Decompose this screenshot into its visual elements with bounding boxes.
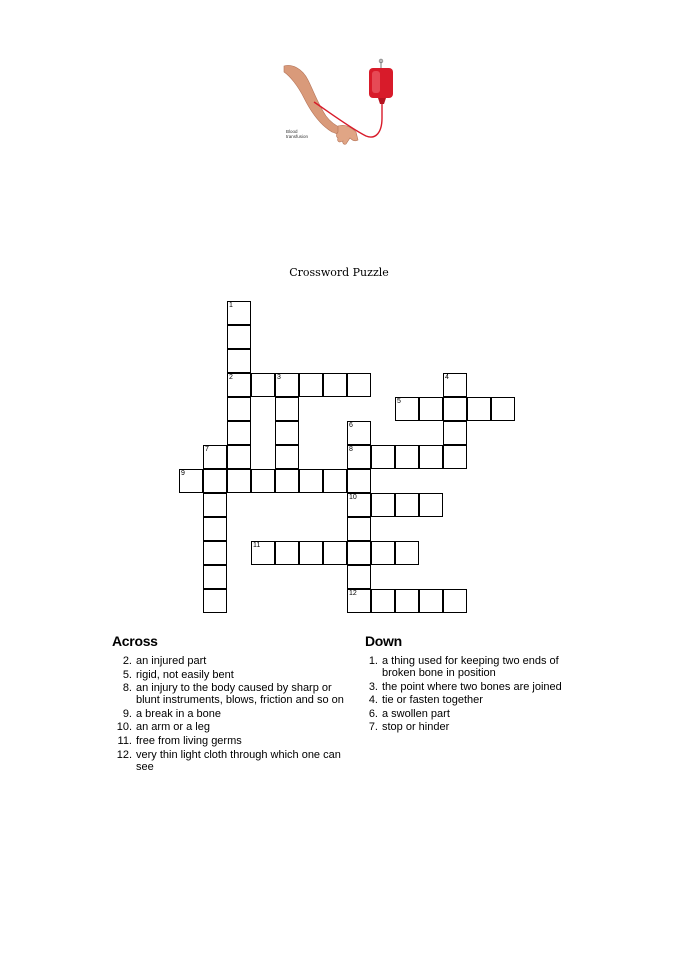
crossword-cell[interactable] [347,565,371,589]
crossword-cell[interactable] [203,541,227,565]
clue-number: 11. [117,734,132,747]
clue-text: free from living germs [136,734,242,747]
caption-line: Blood [286,129,298,134]
crossword-cell[interactable] [419,589,443,613]
down-clue [358,708,588,720]
down-clue [358,721,588,733]
crossword-cell[interactable] [443,421,467,445]
clue-text: very thin light cloth through which one can see [136,748,341,773]
crossword-cell[interactable] [347,517,371,541]
crossword-cell[interactable] [419,493,443,517]
crossword-cell[interactable] [323,469,347,493]
crossword-cell[interactable] [203,565,227,589]
crossword-cell[interactable] [203,517,227,541]
crossword-cell[interactable] [419,445,443,469]
clue-number: 7 [205,446,209,453]
puzzle-title: Crossword Puzzle [289,266,389,279]
across-clue-list [112,655,350,774]
crossword-cell[interactable] [275,397,299,421]
clue-number: 4. [368,694,378,707]
crossword-cell[interactable] [371,541,395,565]
crossword-cell[interactable] [395,397,419,421]
clue-number: 9 [181,470,185,477]
clue-number: 12. [116,748,132,761]
clue-number: 8. [122,682,132,695]
clue-text: an arm or a leg [136,721,210,734]
crossword-cell[interactable] [203,445,227,469]
clue-number: 2 [229,374,233,381]
crossword-cell[interactable] [467,397,491,421]
crossword-cell[interactable] [347,541,371,565]
crossword-cell[interactable] [347,373,371,397]
clue-text: a swollen part [382,707,450,720]
crossword-cell[interactable] [227,325,251,349]
crossword-cell[interactable] [371,589,395,613]
across-clue [112,708,350,720]
crossword-cell[interactable] [275,373,299,397]
crossword-cell[interactable] [179,469,203,493]
clue-number: 3. [368,680,378,693]
crossword-cell[interactable] [299,373,323,397]
crossword-cell[interactable] [347,469,371,493]
crossword-cell[interactable] [395,589,419,613]
clue-number: 11 [253,542,261,549]
crossword-cell[interactable] [443,373,467,397]
clue-text: tie or fasten together [382,694,483,707]
blood-transfusion-illustration [280,58,395,156]
crossword-cell[interactable] [443,397,467,421]
clue-text: the point where two bones are joined [382,680,562,693]
clue-number: 10. [116,721,132,734]
clue-number: 5 [397,398,401,405]
crossword-cell[interactable] [203,589,227,613]
crossword-cell[interactable] [227,373,251,397]
crossword-cell[interactable] [419,397,443,421]
clue-number: 3 [277,374,281,381]
crossword-cell[interactable] [347,445,371,469]
crossword-cell[interactable] [203,469,227,493]
crossword-cell[interactable] [227,397,251,421]
down-clue [358,681,588,693]
clue-text: stop or hinder [382,721,450,734]
crossword-cell[interactable] [227,421,251,445]
crossword-cell[interactable] [347,493,371,517]
across-clue [112,682,350,706]
crossword-cell[interactable] [395,445,419,469]
crossword-cell[interactable] [275,421,299,445]
clue-number: 6 [349,422,353,429]
across-clue [112,669,350,681]
clue-text: rigid, not easily bent [136,668,234,681]
crossword-cell[interactable] [251,469,275,493]
crossword-cell[interactable] [227,445,251,469]
clue-number: 10 [349,494,357,501]
across-clue [112,721,350,733]
down-clue [358,655,588,679]
across-clue [112,749,350,773]
crossword-cell[interactable] [491,397,515,421]
crossword-cell[interactable] [275,445,299,469]
crossword-cell[interactable] [371,445,395,469]
crossword-cell[interactable] [299,469,323,493]
caption-line: transfusion [286,134,309,139]
crossword-cell[interactable] [323,373,347,397]
crossword-cell[interactable] [443,589,467,613]
down-heading: Down [365,633,402,649]
clue-number: 7. [368,721,378,734]
crossword-cell[interactable] [299,541,323,565]
crossword-cell[interactable] [227,469,251,493]
crossword-cell[interactable] [443,445,467,469]
crossword-cell[interactable] [395,493,419,517]
crossword-cell[interactable] [323,541,347,565]
down-clue [358,694,588,706]
illustration-caption [286,129,308,139]
across-heading: Across [112,633,158,649]
crossword-cell[interactable] [347,421,371,445]
clue-text: a break in a bone [136,707,222,720]
crossword-cell[interactable] [347,589,371,613]
crossword-cell[interactable] [227,349,251,373]
clue-number: 12 [349,590,357,597]
crossword-cell[interactable] [203,493,227,517]
crossword-cell[interactable] [251,373,275,397]
clue-number: 9. [122,707,132,720]
clue-number: 2. [122,655,132,667]
clue-number: 8 [349,446,353,453]
down-clue-list [358,655,588,735]
clue-number: 6. [368,707,378,720]
clue-text: an injury to the body caused by sharp or blunt instruments, blows, friction and so on [136,682,344,707]
clue-number: 5. [122,668,132,681]
crossword-cell[interactable] [275,469,299,493]
crossword-cell[interactable] [227,301,251,325]
transfusion-icon [280,58,395,156]
across-clue [112,735,350,747]
across-clue [112,655,350,667]
clue-number: 1 [229,302,233,309]
clue-number: 1. [368,655,378,667]
crossword-cell[interactable] [395,541,419,565]
clue-number: 4 [445,374,449,381]
clue-text: a thing used for keeping two ends of broken bone in position [382,655,559,679]
crossword-cell[interactable] [251,541,275,565]
crossword-cell[interactable] [371,493,395,517]
crossword-cell[interactable] [275,541,299,565]
clue-text: an injured part [136,655,207,667]
